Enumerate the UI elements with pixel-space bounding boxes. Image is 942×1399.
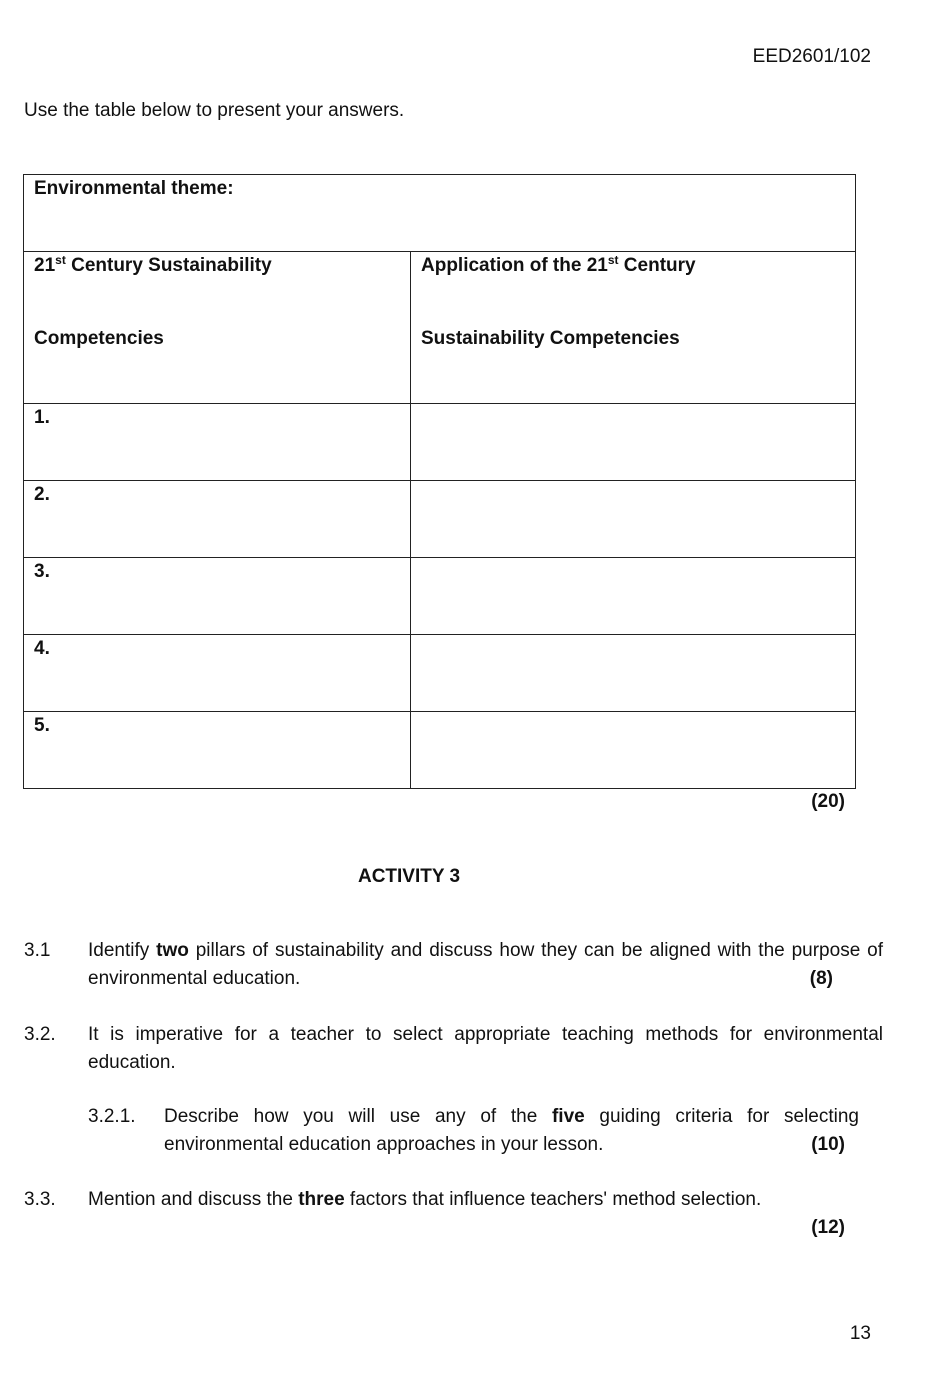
table-marks: (20) <box>811 791 845 812</box>
column-header-application: Application of the 21st Century Sustainability Competencies <box>411 252 856 404</box>
row-number: 1. <box>24 404 411 481</box>
activity-title: ACTIVITY 3 <box>357 866 461 887</box>
question-number: 3.1 <box>24 940 51 961</box>
answer-cell <box>411 404 856 481</box>
environmental-theme-label: Environmental theme: <box>34 178 234 199</box>
row-number: 5. <box>24 712 411 789</box>
table-row <box>24 558 856 635</box>
question-number: 3.2. <box>24 1024 56 1045</box>
question-3-3-text: Mention and discuss the three factors that influence teachers' method selection. <box>88 1189 762 1210</box>
answer-cell <box>411 558 856 635</box>
row-number: 4. <box>24 635 411 712</box>
table-row <box>24 712 856 789</box>
question-3-2-1-marks: (10) <box>811 1134 845 1155</box>
answer-table <box>23 174 856 789</box>
question-3-2-text: It is imperative for a teacher to select appropriate teaching methods for environmental education. <box>88 1024 883 1073</box>
column-header-competencies: 21st Century Sustainability Competencies <box>24 252 411 404</box>
question-number: 3.3. <box>24 1189 56 1210</box>
question-3-3-marks: (12) <box>811 1217 845 1238</box>
table-row <box>24 404 856 481</box>
environmental-theme-cell <box>24 175 856 252</box>
table-row <box>24 635 856 712</box>
table-row <box>24 481 856 558</box>
answer-cell <box>411 481 856 558</box>
answer-cell <box>411 712 856 789</box>
page-number: 13 <box>849 1323 871 1344</box>
answer-cell <box>411 635 856 712</box>
row-number: 2. <box>24 481 411 558</box>
question-3-2-1-text: Describe how you will use any of the five guiding criteria for selecting environmental education approaches in your lesson. <box>164 1106 859 1155</box>
row-number: 3. <box>24 558 411 635</box>
intro-text: Use the table below to present your answers. <box>24 100 405 121</box>
course-code: EED2601/102 <box>752 46 871 67</box>
question-3-1-text: Identify two pillars of sustainability and discuss how they can be aligned with the purpose of environmental education. <box>88 940 883 989</box>
question-3-1-marks: (8) <box>809 968 833 989</box>
question-number: 3.2.1. <box>88 1106 136 1127</box>
